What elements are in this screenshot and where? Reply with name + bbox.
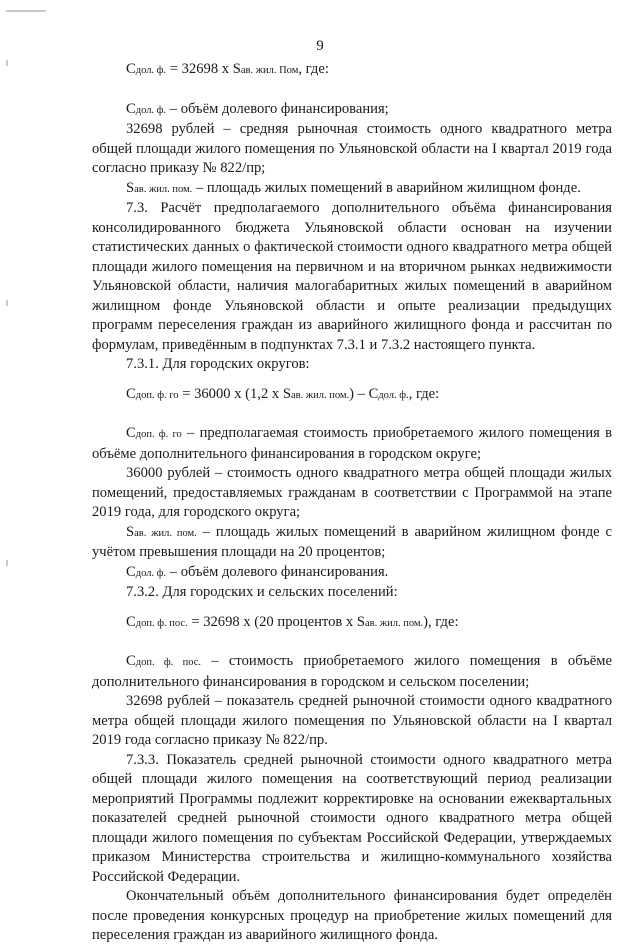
- text-run: 7.3.2. Для городских и сельских поселений:: [126, 584, 398, 600]
- spacer: [92, 375, 612, 385]
- text-run: – предполагаемая стоимость приобретаемого жилого помещения в объёме дополнительного финансирования в городском округе;: [92, 425, 613, 462]
- text-run: – объём долевого финансирования;: [166, 100, 389, 117]
- paragraph: [92, 887, 612, 946]
- formula: [92, 613, 612, 634]
- text-run: , где:: [408, 385, 440, 402]
- spacer: [92, 633, 612, 652]
- paragraph: [92, 652, 612, 692]
- text-run: ), где:: [423, 613, 459, 630]
- paragraph: [92, 563, 612, 584]
- spacer: [92, 405, 612, 424]
- text-run: 7.3.1. Для городских округов:: [126, 356, 310, 372]
- paragraph: [92, 199, 612, 355]
- paragraph: [92, 100, 612, 121]
- subscript-text: дол. ф.: [135, 567, 167, 579]
- text-run: С: [126, 563, 136, 580]
- text-run: – площадь жилых помещений в аварийном жилищном фонде.: [192, 179, 581, 196]
- scan-mark: [6, 10, 46, 12]
- subscript-text: ав. жил. пом.: [134, 183, 193, 195]
- text-run: С: [126, 61, 136, 77]
- subscript-text: доп. ф. пос.: [135, 617, 188, 629]
- text-run: С: [126, 653, 136, 669]
- paragraph: [92, 120, 612, 179]
- spacer: [92, 81, 612, 100]
- paragraph: [92, 424, 612, 464]
- text-run: – площадь жилых помещений в аварийном жилищном фонде с учётом превышения площади на 20 процентов;: [92, 523, 612, 560]
- subscript-text: ав. жил. Пом: [240, 65, 299, 76]
- formula: [92, 385, 612, 406]
- scan-mark: [6, 560, 8, 566]
- paragraph: [92, 583, 612, 603]
- paragraph: [92, 355, 612, 375]
- text-run: , где:: [298, 61, 329, 77]
- subscript-text: дол. ф.: [135, 65, 167, 76]
- text-run: 32698 рублей – показатель средней рыночной стоимости одного квадратного метра общей площади жилого помещения по Ульяновской области на I квартал 2019 года согласно приказу № 822/пр.: [92, 693, 612, 748]
- text-run: С: [126, 100, 136, 117]
- text-run: = 32698 х (20 процентов х S: [187, 613, 365, 630]
- text-run: – стоимость приобретаемого жилого помещения в объёме дополнительного финансирования в городском и сельском поселении;: [92, 653, 612, 690]
- text-run: = 32698 х S: [166, 61, 241, 77]
- text-run: S: [126, 179, 135, 196]
- subscript-text: ав. жил. пом.: [134, 527, 197, 539]
- text-run: 7.3.3. Показатель средней рыночной стоимости одного квадратного метра общей площади жилого помещения на соответствующий период реализации мероприятий Программы подлежит корректировке на основании ежеквартальных показателей средней рыночной стоимости одного квадратного метра общей площади жилого помещения по субъектам Российской Федерации, утверждаемых приказом Министерства строительства и жилищно-коммунального хозяйства Российской Федерации.: [92, 751, 612, 885]
- text-run: = 36000 х (1,2 х S: [178, 385, 291, 402]
- subscript-text: доп. ф. го: [135, 389, 179, 401]
- text-run: Окончательный объём дополнительного финансирования будет определён после проведения конкурсных процедур на приобретение жилых помещений для переселения граждан из аварийного жилищного фонда.: [92, 888, 612, 943]
- text-run: С: [126, 385, 136, 402]
- text-run: – объём долевого финансирования.: [166, 563, 389, 580]
- scan-mark: [6, 300, 8, 306]
- text-run: ) – С: [349, 385, 379, 402]
- paragraph: [92, 523, 612, 563]
- scan-mark: [6, 60, 8, 66]
- formula: [92, 60, 612, 81]
- text-run: S: [126, 523, 135, 540]
- page-number: 9: [316, 38, 324, 54]
- paragraph: [92, 179, 612, 200]
- subscript-text: доп. ф. го: [135, 429, 182, 440]
- spacer: [92, 603, 612, 613]
- subscript-text: ав. жил. пом.: [290, 389, 350, 401]
- text-run: 7.3. Расчёт предполагаемого дополнительного объёма финансирования консолидированного бюджета Ульяновской области основан на изучении статистических данных о фактической стоимости одного квадратного метра общей площади жилого помещения на первичном и на вторичном рынках недвижимости Ульяновской области, наличия малогабаритных жилых помещений в аварийном жилищном фонде Ульяновской области и опыте реализации предыдущих программ переселения граждан из аварийного жилищного фонда и рассчитан по формулам, приведённым в подпунктах 7.3.1 и 7.3.2 настоящего пункта.: [92, 200, 612, 353]
- text-run: 36000 рублей – стоимость одного квадратного метра общей площади жилых помещений, предоставляемых гражданам в соответствии с Программой на этапе 2019 года, для городского округа;: [92, 465, 612, 520]
- paragraph: [92, 464, 612, 523]
- subscript-text: дол. ф.: [378, 389, 409, 401]
- subscript-text: ав. жил. пом.: [364, 617, 424, 629]
- text-run: С: [126, 613, 136, 630]
- paragraph: [92, 751, 612, 888]
- subscript-text: доп. ф. пос.: [135, 657, 201, 668]
- subscript-text: дол. ф.: [135, 104, 167, 116]
- text-run: 32698 рублей – средняя рыночная стоимость одного квадратного метра общей площади жилого помещения по Ульяновской области на I квартал 2019 года согласно приказу № 822/пр;: [92, 121, 612, 176]
- paragraph: [92, 692, 612, 751]
- text-run: С: [126, 425, 136, 441]
- document-body: [92, 60, 612, 946]
